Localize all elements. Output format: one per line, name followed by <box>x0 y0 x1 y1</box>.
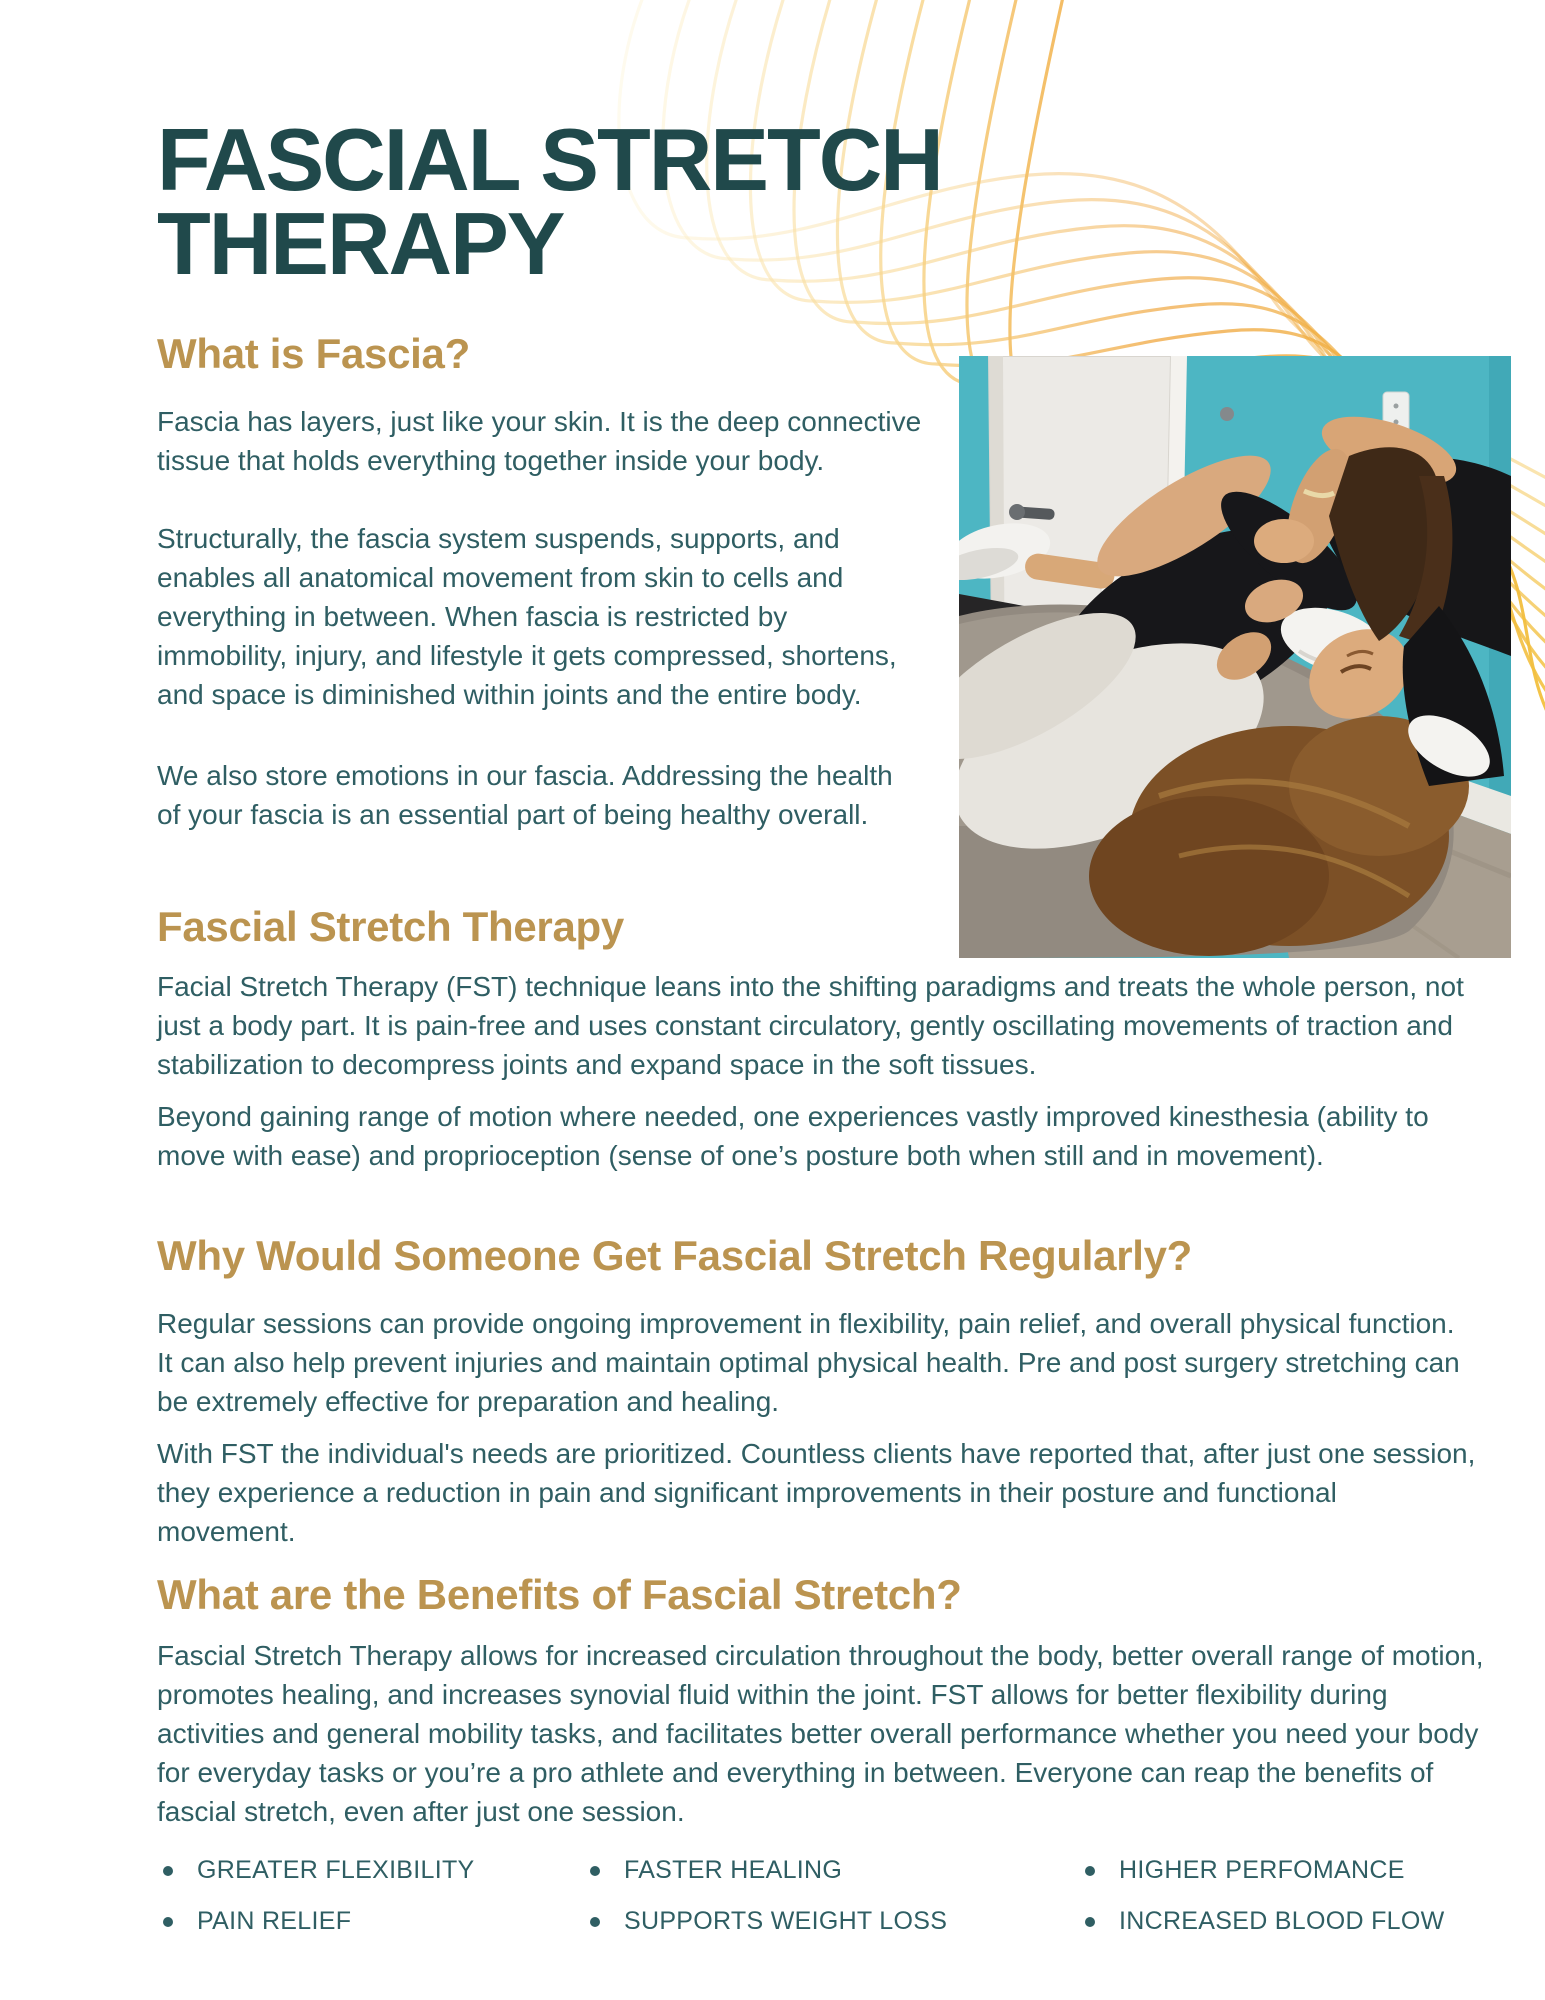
list-item <box>163 1856 475 1885</box>
title-line-1: FASCIAL STRETCH <box>157 110 942 209</box>
list-item <box>590 1856 947 1885</box>
bullet-dot <box>590 1866 600 1876</box>
bullet-dot <box>1085 1917 1095 1927</box>
bullet-label: GREATER FLEXIBILITY <box>197 1856 475 1884</box>
bullet-dot <box>163 1917 173 1927</box>
bullet-dot <box>590 1917 600 1927</box>
bullet-label: INCREASED BLOOD FLOW <box>1119 1907 1445 1935</box>
fascia-paragraph-2: Structurally, the fascia system suspends, supports, and enables all anatomical movement from skin to cells and everything in between. When fascia is restricted by immobility, injury, and lifestyle it gets compressed, shortens, and space is diminished within joints and the entire body. <box>157 523 897 710</box>
fst-paragraph-2: Beyond gaining range of motion where needed, one experiences vastly improved kinesthesia (ability to move with ease) and proprioception (sense of one’s posture both when still and in movement). <box>157 1101 1429 1171</box>
fst-paragraph-1: Facial Stretch Therapy (FST) technique leans into the shifting paradigms and treats the whole person, not just a body part. It is pain-free and uses constant circulatory, gently oscillating movements of traction and stabilization to decompress joints and expand space in the soft tissues. <box>157 971 1464 1080</box>
bullet-label: PAIN RELIEF <box>197 1907 352 1935</box>
heading-benefits: What are the Benefits of Fascial Stretch? <box>157 1571 962 1618</box>
bullet-label: FASTER HEALING <box>624 1856 843 1884</box>
benefits-paragraph: Fascial Stretch Therapy allows for increased circulation throughout the body, better overall range of motion, promotes healing, and increases synovial fluid within the joint. FST allows for better flexibility during activities and general mobility tasks, and facilitates better overall performance whether you need your body for everyday tasks or you’re a pro athlete and everything in between. Everyone can reap the benefits of fascial stretch, even after just one session. <box>157 1640 1484 1827</box>
bullet-dot <box>1085 1866 1095 1876</box>
heading-what-is-fascia: What is Fascia? <box>157 330 470 377</box>
bullet-label: SUPPORTS WEIGHT LOSS <box>624 1907 948 1935</box>
why-paragraph-1: Regular sessions can provide ongoing improvement in flexibility, pain relief, and overall physical function. It can also help prevent injuries and maintain optimal physical health. Pre and post surgery stretching can be extremely effective for preparation and healing. <box>157 1308 1460 1417</box>
list-item <box>590 1907 947 1936</box>
bullet-column-2 <box>590 1856 947 1936</box>
bullet-dot <box>163 1866 173 1876</box>
fascia-paragraph-1: Fascia has layers, just like your skin. It is the deep connective tissue that holds everything together inside your body. <box>157 406 922 476</box>
bullet-label: HIGHER PERFOMANCE <box>1119 1856 1405 1884</box>
fascia-paragraph-3: We also store emotions in our fascia. Addressing the health of your fascia is an essential part of being healthy overall. <box>157 760 893 830</box>
bullet-column-3 <box>1085 1856 1445 1936</box>
heading-fst: Fascial Stretch Therapy <box>157 903 624 950</box>
list-item <box>1085 1907 1445 1936</box>
list-item <box>1085 1856 1445 1885</box>
title-line-2: THERAPY <box>157 193 564 293</box>
list-item <box>163 1907 475 1936</box>
why-paragraph-2: With FST the individual's needs are prioritized. Countless clients have reported that, after just one session, they experience a reduction in pain and significant improvements in their posture and functional movement. <box>157 1438 1476 1547</box>
page-title <box>157 110 942 293</box>
bullet-column-1 <box>163 1856 475 1936</box>
heading-why-regularly: Why Would Someone Get Fascial Stretch Regularly? <box>157 1232 1193 1279</box>
